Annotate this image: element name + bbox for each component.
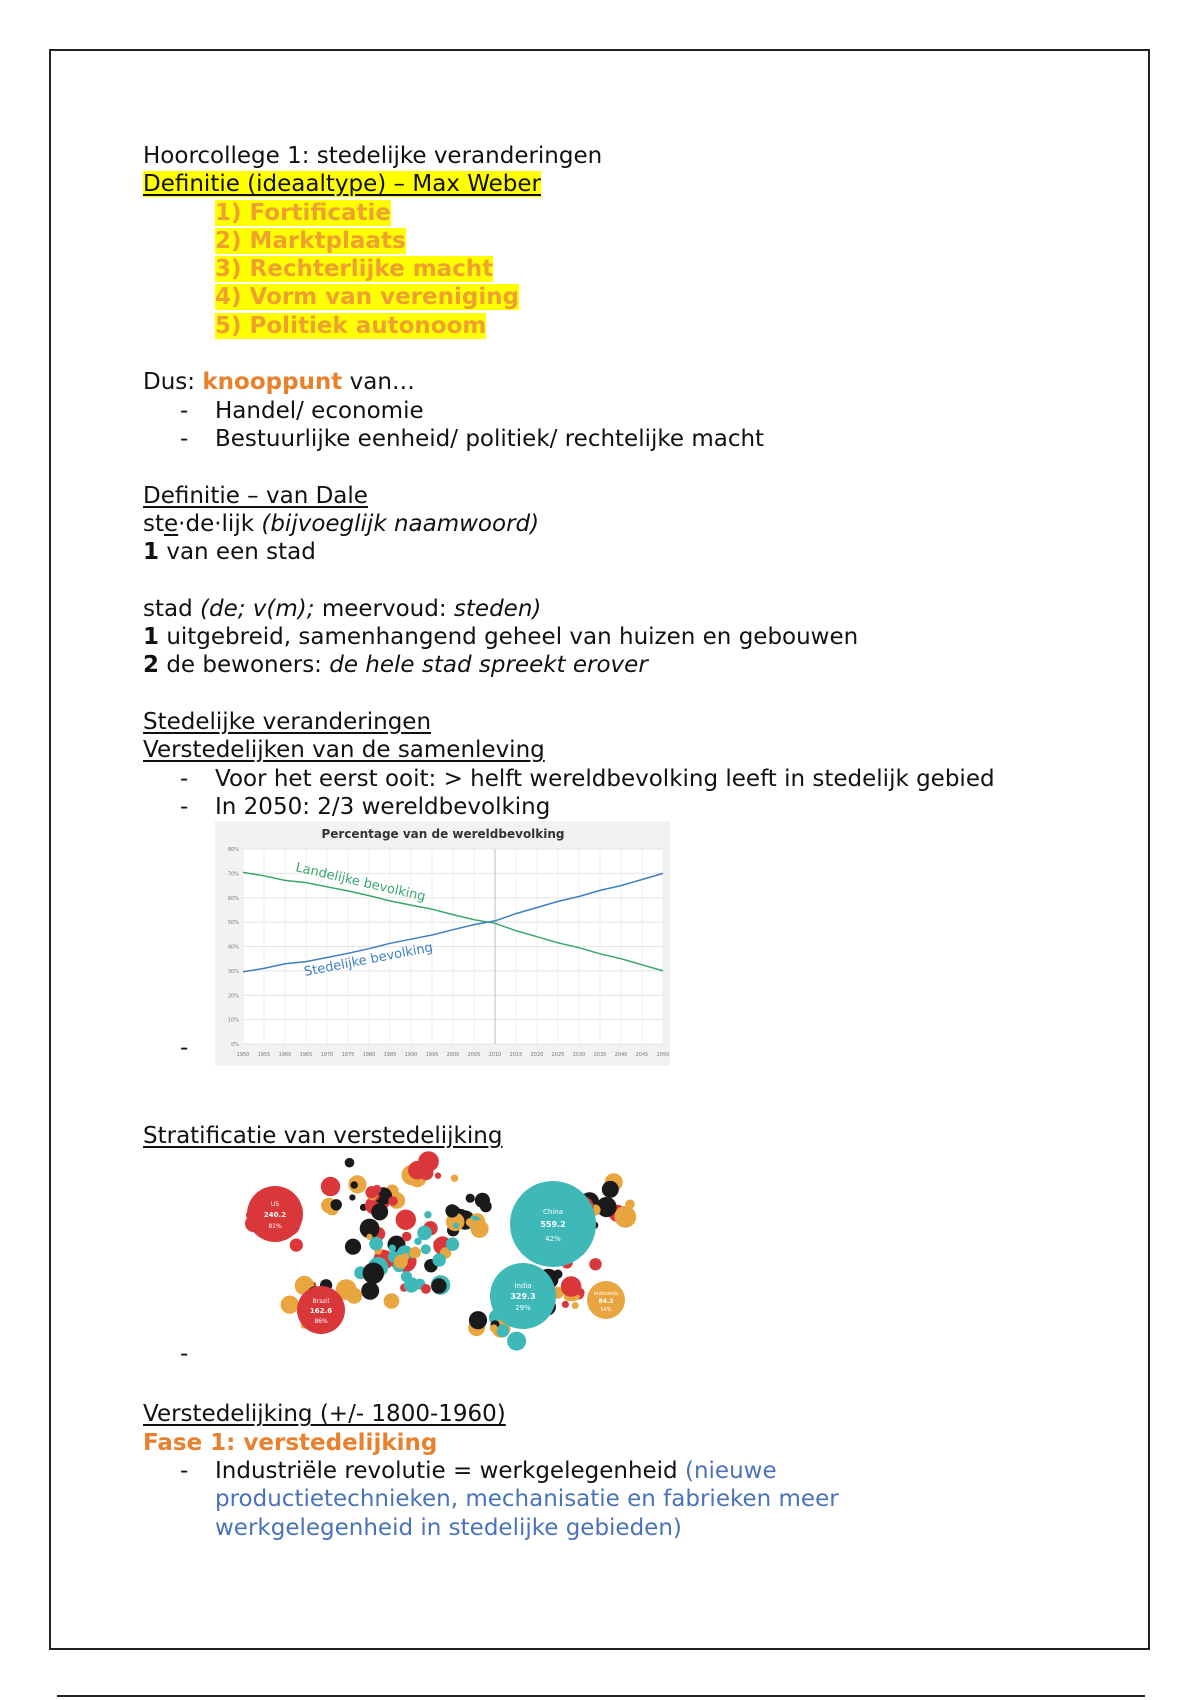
svg-text:240.2: 240.2: [263, 1211, 287, 1220]
y-tick-label: 70%: [227, 871, 239, 878]
svg-text:US: US: [270, 1201, 280, 1209]
x-tick-label: 1985: [383, 1052, 397, 1059]
x-tick-label: 2025: [551, 1052, 565, 1059]
y-tick-label: 80%: [227, 847, 239, 854]
country-bubble: [424, 1211, 431, 1218]
note-text: (nieuwe productietechnieken, mechanisatie en fabrieken meer werkgelegenheid in stedelijke gebieden): [215, 1458, 839, 1541]
country-bubble: [614, 1206, 636, 1228]
weber-item: 5) Politiek autonoom: [215, 312, 487, 339]
x-tick-label: 1960: [278, 1052, 292, 1059]
x-tick-label: 1970: [320, 1052, 334, 1059]
bubble-china: [510, 1181, 596, 1267]
bubble-indonesia: [587, 1281, 625, 1319]
chart-title: Percentage van de wereldbevolking: [321, 827, 565, 842]
stedelijk-entry: ste·de·lijk (bijvoeglijk naamwoord): [143, 510, 540, 537]
country-bubble: [389, 1245, 396, 1252]
list-item: - Handel/ economie: [143, 397, 1063, 425]
country-bubble: [365, 1187, 377, 1199]
country-bubble: [369, 1237, 383, 1251]
x-tick-label: 2015: [509, 1052, 523, 1059]
bubble-brazil: [297, 1286, 345, 1334]
x-tick-label: 2005: [467, 1052, 481, 1059]
y-tick-label: 0%: [231, 1042, 239, 1049]
country-bubble: [345, 1239, 361, 1255]
country-bubble: [408, 1161, 427, 1180]
country-bubble: [384, 1294, 400, 1310]
stad-def-2: 2 de bewoners: de hele stad spreekt erover: [143, 652, 648, 679]
bubble-us: [247, 1186, 303, 1242]
x-tick-label: 2035: [593, 1052, 607, 1059]
country-bubble: [345, 1158, 355, 1168]
y-tick-label: 30%: [227, 969, 239, 975]
weber-heading: Definitie (ideaaltype) – Max Weber: [143, 171, 541, 198]
y-tick-label: 20%: [227, 993, 239, 1000]
country-bubble: [346, 1288, 362, 1304]
rural-series-label: Landelijke bevolking: [294, 860, 427, 905]
y-tick-label: 40%: [227, 944, 239, 951]
stedelijk-heading: Stedelijke veranderingen: [143, 708, 432, 735]
stratificatie-heading: Stratificatie van verstedelijking: [143, 1123, 503, 1150]
country-bubble: [445, 1205, 458, 1218]
country-bubble: [433, 1254, 446, 1267]
country-bubble: [561, 1277, 582, 1298]
country-bubble: [562, 1301, 569, 1308]
x-tick-label: 2030: [572, 1052, 586, 1059]
country-bubble: [602, 1181, 619, 1198]
svg-text:54%: 54%: [600, 1307, 612, 1314]
country-bubble: [470, 1220, 488, 1238]
svg-text:86%: 86%: [314, 1318, 328, 1326]
country-bubble: [466, 1194, 475, 1203]
y-tick-label: 10%: [227, 1017, 239, 1024]
svg-text:42%: 42%: [545, 1235, 561, 1244]
country-bubble: [371, 1204, 388, 1221]
country-bubble: [331, 1200, 342, 1211]
country-bubble: [417, 1226, 432, 1241]
y-tick-label: 60%: [227, 895, 239, 902]
weber-item: 2) Marktplaats: [215, 227, 406, 254]
vandale-heading: Definitie – van Dale: [143, 482, 368, 509]
svg-text:81%: 81%: [268, 1223, 282, 1231]
x-tick-label: 2010: [488, 1052, 502, 1059]
page-title: Hoorcollege 1: stedelijke veranderingen: [143, 143, 603, 169]
stedelijk-subheading: Verstedelijken van de samenleving: [143, 737, 545, 764]
x-tick-label: 2020: [530, 1052, 544, 1059]
country-bubble: [571, 1287, 579, 1295]
country-bubble: [351, 1182, 358, 1189]
stad-entry: stad (de; v(m); meervoud: steden): [143, 595, 542, 622]
country-bubble: [421, 1284, 431, 1294]
dus-line: Dus: knooppunt van…: [143, 369, 415, 396]
list-item: - In 2050: 2/3 wereldbevolking: [143, 793, 1063, 821]
country-bubble: [396, 1210, 416, 1230]
country-bubble: [451, 1175, 458, 1182]
x-tick-label: 1995: [425, 1052, 439, 1059]
country-bubble: [490, 1325, 498, 1333]
country-bubble: [421, 1245, 431, 1255]
country-bubble: [388, 1197, 398, 1207]
list-item: - Voor het eerst ooit: > helft wereldbevolking leeft in stedelijk gebied: [143, 765, 1063, 793]
list-dash: -: [180, 1341, 189, 1368]
bubble-india: [490, 1263, 556, 1329]
country-bubble: [453, 1223, 459, 1229]
country-bubble: [409, 1247, 421, 1259]
verstedelijking-heading: Verstedelijking (+/- 1800-1960): [143, 1401, 506, 1428]
country-bubble: [290, 1239, 303, 1252]
x-tick-label: 1955: [257, 1052, 271, 1059]
weber-item: 4) Vorm van vereniging: [215, 284, 520, 311]
country-bubble: [589, 1259, 601, 1271]
country-bubble: [572, 1302, 579, 1309]
svg-text:China: China: [543, 1208, 563, 1217]
svg-text:Brazil: Brazil: [312, 1298, 330, 1306]
svg-text:329.3: 329.3: [510, 1292, 536, 1302]
country-bubble: [281, 1296, 299, 1314]
population-chart: [215, 821, 670, 1066]
x-tick-label: 1980: [362, 1052, 376, 1059]
x-tick-label: 2050: [656, 1052, 670, 1059]
country-bubble: [497, 1325, 510, 1338]
country-bubble: [446, 1238, 459, 1251]
country-bubble: [402, 1232, 412, 1242]
x-tick-label: 1975: [341, 1052, 355, 1059]
weber-item: 1) Fortificatie: [215, 199, 392, 226]
urbanization-bubble-map: [235, 1150, 675, 1372]
stedelijk-def-1: 1 van een stad: [143, 539, 316, 566]
country-bubble: [349, 1195, 355, 1201]
list-item: - Industriële revolutie = werkgelegenheid (nieuwe productietechnieken, mechanisatie en fabrieken meer werkgelegenheid in stedelijke gebieden): [143, 1457, 1063, 1542]
bubble-map-row: [143, 1150, 1063, 1372]
list-item: - Bestuurlijke eenheid/ politiek/ rechtelijke macht: [143, 425, 1063, 453]
chart-row: [143, 821, 1063, 1066]
country-bubble: [435, 1173, 441, 1179]
svg-text:India: India: [514, 1282, 532, 1291]
country-bubble: [363, 1263, 384, 1284]
x-tick-label: 1950: [236, 1052, 250, 1059]
country-bubble: [361, 1282, 379, 1300]
country-bubble: [431, 1279, 446, 1294]
weber-item: 3) Rechterlijke macht: [215, 256, 494, 283]
urban-series-label: Stedelijke bevolking: [302, 940, 435, 981]
phase-1-heading: Fase 1: verstedelijking: [143, 1429, 438, 1456]
country-bubble: [507, 1332, 526, 1351]
x-tick-label: 2040: [614, 1052, 628, 1059]
svg-text:84.3: 84.3: [598, 1298, 614, 1306]
x-tick-label: 2000: [446, 1052, 460, 1059]
country-bubble: [480, 1201, 492, 1213]
country-bubble: [402, 1253, 409, 1260]
x-tick-label: 1990: [404, 1052, 418, 1059]
country-bubble: [469, 1312, 487, 1330]
country-bubble: [404, 1278, 419, 1293]
y-tick-label: 50%: [227, 920, 239, 927]
knooppunt-keyword: knooppunt: [202, 369, 343, 396]
page-bottom-rule: [57, 1695, 1145, 1697]
document-body: [143, 142, 1063, 1542]
list-dash: -: [180, 1034, 189, 1061]
x-tick-label: 1965: [299, 1052, 313, 1059]
svg-text:559.2: 559.2: [540, 1220, 566, 1230]
svg-text:29%: 29%: [515, 1304, 531, 1313]
country-bubble: [321, 1177, 340, 1196]
stad-def-1: 1 uitgebreid, samenhangend geheel van huizen en gebouwen: [143, 624, 859, 651]
svg-text:Indonesia: Indonesia: [593, 1291, 619, 1298]
x-tick-label: 2045: [635, 1052, 649, 1059]
svg-text:162.6: 162.6: [309, 1307, 333, 1316]
